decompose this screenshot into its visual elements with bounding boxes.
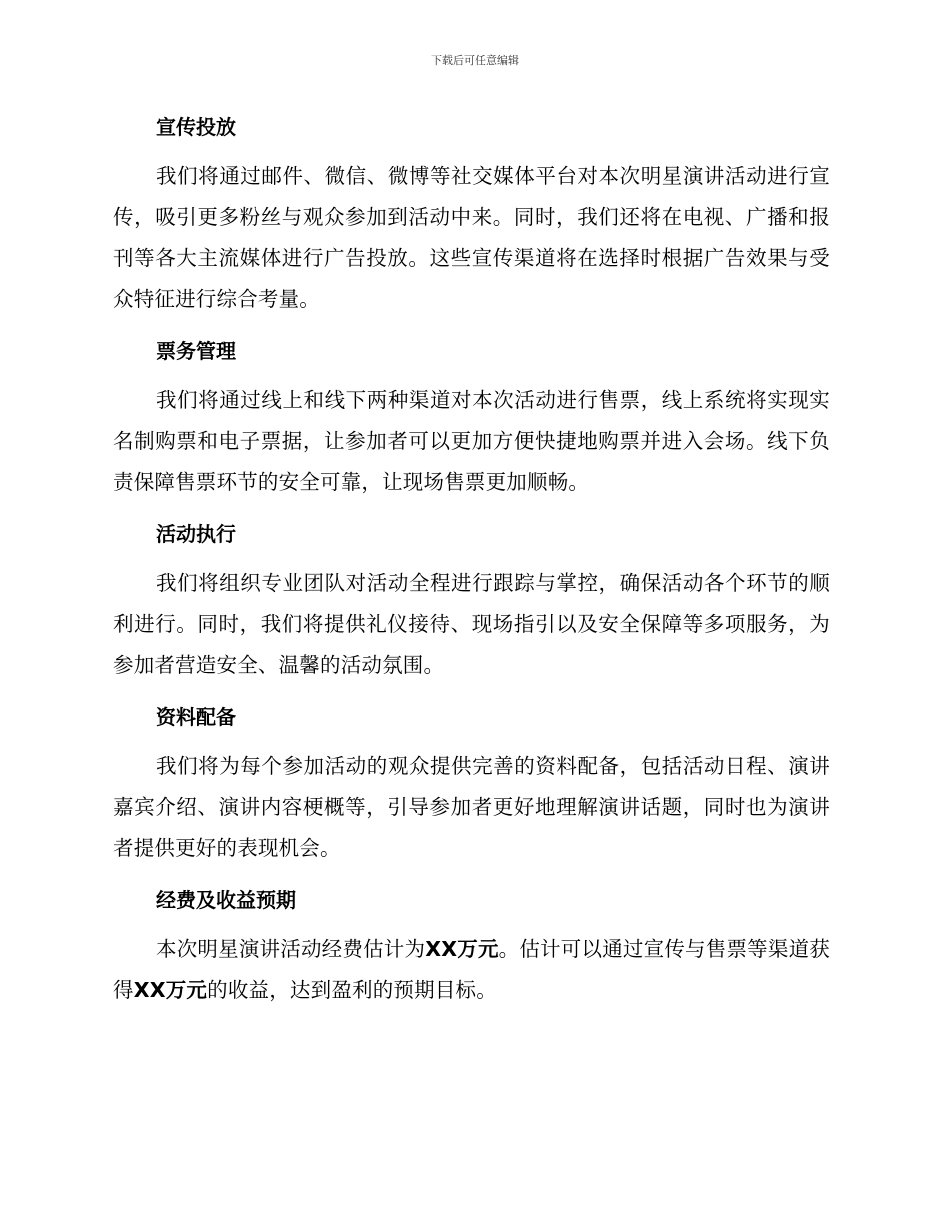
section-heading: 活动执行 [156, 522, 236, 546]
revenue-amount: XX万元 [133, 978, 208, 1002]
budget-amount: XX万元 [425, 937, 499, 961]
section-execution [113, 515, 830, 686]
section-heading: 票务管理 [156, 339, 236, 363]
section-heading: 宣传投放 [156, 115, 236, 139]
document-body [113, 108, 830, 1023]
section-paragraph: 我们将通过线上和线下两种渠道对本次活动进行售票，线上系统将实现实名制购票和电子票据，让参加者可以更加方便快捷地购票并进入会场。线下负责保障售票环节的安全可靠，让现场售票更加顺畅。 [113, 388, 830, 494]
section-paragraph [113, 929, 830, 1011]
paragraph-text: 本次明星演讲活动经费估计为 [156, 937, 426, 961]
paragraph-text: 。估计可以通过宣传与售票等渠道获得 [113, 937, 830, 1002]
section-heading: 经费及收益预期 [156, 888, 296, 912]
section-budget [113, 881, 830, 1011]
page-header-note: 下载后可任意编辑 [431, 54, 519, 67]
section-materials [113, 698, 830, 869]
paragraph-text: 的收益，达到盈利的预期目标。 [207, 978, 497, 1002]
section-ticketing [113, 332, 830, 503]
section-paragraph: 我们将为每个参加活动的观众提供完善的资料配备，包括活动日程、演讲嘉宾介绍、演讲内容梗概等，引导参加者更好地理解演讲话题，同时也为演讲者提供更好的表现机会。 [113, 754, 830, 860]
section-heading: 资料配备 [156, 705, 236, 729]
section-paragraph: 我们将组织专业团队对活动全程进行跟踪与掌控，确保活动各个环节的顺利进行。同时，我们将提供礼仪接待、现场指引以及安全保障等多项服务，为参加者营造安全、温馨的活动氛围。 [113, 571, 830, 677]
section-publicity [113, 108, 830, 320]
section-paragraph: 我们将通过邮件、微信、微博等社交媒体平台对本次明星演讲活动进行宣传，吸引更多粉丝与观众参加到活动中来。同时，我们还将在电视、广播和报刊等各大主流媒体进行广告投放。这些宣传渠道将在选择时根据广告效果与受众特征进行综合考量。 [113, 164, 830, 311]
